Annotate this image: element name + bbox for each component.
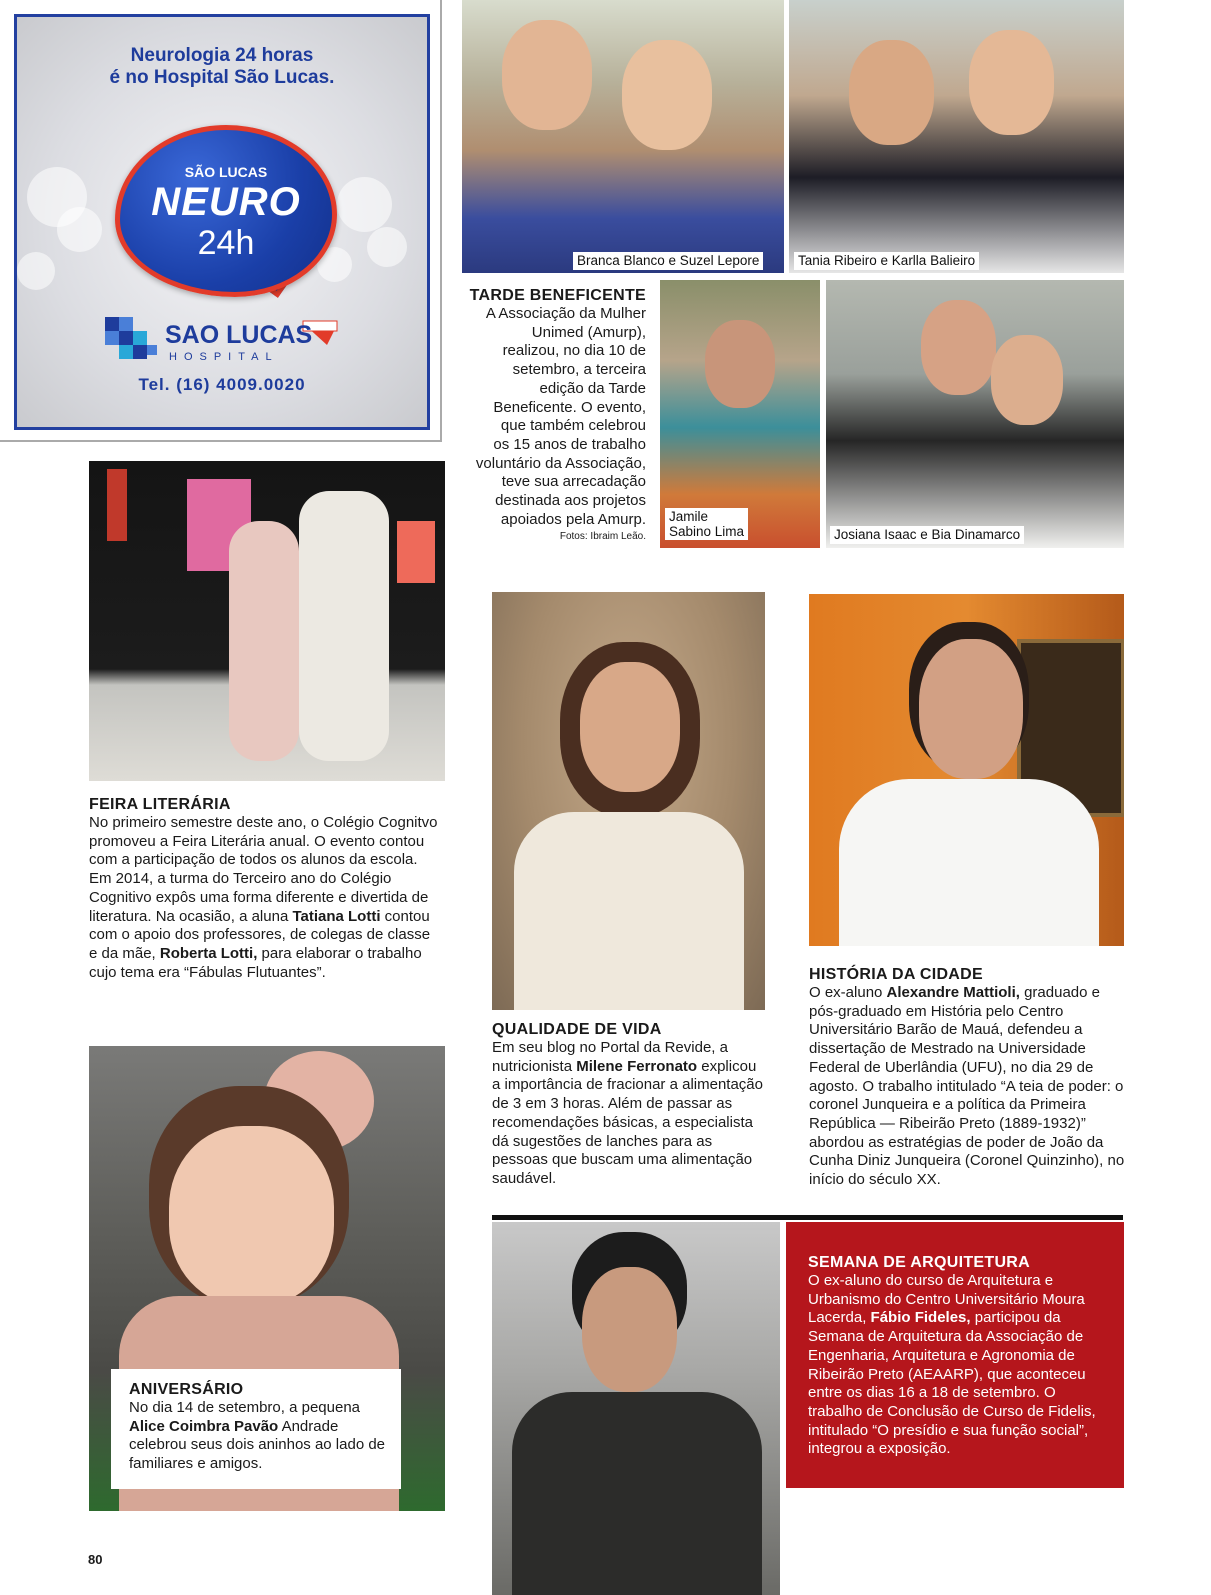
text-line: setembro, a terceira bbox=[512, 361, 646, 379]
article-title: TARDE BENEFICENTE bbox=[469, 287, 646, 304]
text-line: os 15 anos de trabalho bbox=[493, 435, 646, 453]
article-title: QUALIDADE DE VIDA bbox=[492, 1021, 662, 1038]
article-title: SEMANA DE ARQUITETURA bbox=[808, 1254, 1031, 1271]
text-line: que também celebrou bbox=[500, 417, 646, 435]
person-name: Tatiana Lotti bbox=[292, 907, 381, 925]
decor-bubble bbox=[17, 252, 55, 290]
body-text: No dia 14 de setembro, a pequena bbox=[129, 1399, 360, 1416]
section-divider bbox=[492, 1215, 1123, 1220]
article-body bbox=[808, 1272, 1108, 1459]
neuro-24h-badge bbox=[115, 125, 337, 297]
photo-branca-suzel bbox=[462, 0, 784, 273]
text-line: teve sua arrecadação bbox=[501, 473, 646, 491]
article-body bbox=[89, 814, 441, 982]
face-shape bbox=[622, 40, 712, 150]
decor-bubble bbox=[57, 207, 102, 252]
body-text: No primeiro semestre deste ano, o Colégio Cognitvo promoveu a Feira Literária anual. O evento contou com a participação de todos os alunos da escola. Em 2014, a turma do Terceiro ano do Colégio Cognitivo expôs uma forma diferente e divertida de literatura. Na ocasião, a aluna bbox=[89, 814, 438, 925]
caption-line: Sabino Lima bbox=[669, 524, 745, 539]
body-text: O ex-aluno do curso de Arquitetura e Urbanismo do Centro Universitário Moura Lacerda, bbox=[808, 1272, 1085, 1327]
text-line: Unimed (Amurp), bbox=[531, 323, 646, 341]
body-text: contou com o apoio dos professores, de colegas de classe e da mãe, bbox=[89, 907, 431, 962]
decor-panel bbox=[397, 521, 435, 583]
ad-phone: Tel. (16) 4009.0020 bbox=[138, 375, 306, 394]
photo-credit: Fotos: Ibraim Leão. bbox=[559, 531, 646, 543]
logo-name: SAO LUCAS bbox=[165, 321, 313, 349]
hospital-advertisement[interactable] bbox=[14, 14, 430, 430]
body-text: Em seu blog no Portal da Revide, a nutricionista bbox=[492, 1039, 728, 1075]
child-figure bbox=[229, 521, 299, 761]
semana-red-panel bbox=[786, 1222, 1124, 1488]
text-line: destinada aos projetos bbox=[495, 492, 646, 510]
person-name: Roberta Lotti, bbox=[159, 944, 258, 962]
article-body bbox=[129, 1399, 391, 1474]
article-feira-literaria bbox=[89, 796, 441, 982]
hospital-logo bbox=[105, 315, 345, 371]
photo-alexandre-mattioli bbox=[809, 594, 1124, 946]
decor-panel bbox=[107, 469, 127, 541]
article-historia-da-cidade bbox=[809, 966, 1131, 1190]
face-shape bbox=[849, 40, 934, 145]
decor-bubble bbox=[337, 177, 392, 232]
body-text: explicou a importância de fracionar a alimentação de 3 em 3 horas. Além de passar as recomendações básicas, a especialista dá sugestões de lanches para as pessoas que buscam uma alimentação saudável. bbox=[492, 1057, 763, 1187]
jacket-shape bbox=[512, 1392, 762, 1595]
face-shape bbox=[919, 639, 1023, 779]
article-tarde-beneficente bbox=[462, 287, 646, 542]
face-shape bbox=[582, 1267, 677, 1392]
face-shape bbox=[580, 662, 680, 792]
photo-fabio-fideles bbox=[492, 1222, 780, 1595]
photo-tania-karlla bbox=[789, 0, 1124, 273]
logo-subtitle: HOSPITAL bbox=[169, 351, 279, 363]
body-text: O ex-aluno bbox=[809, 984, 887, 1001]
text-line: apoiados pela Amurp. bbox=[500, 510, 646, 528]
text-line: voluntário da Associação, bbox=[475, 454, 646, 472]
face-shape bbox=[705, 320, 775, 408]
caption-tania-karlla: Tania Ribeiro e Karlla Balieiro bbox=[794, 252, 979, 270]
adult-figure bbox=[299, 491, 389, 761]
text-line: edição da Tarde bbox=[539, 379, 646, 397]
article-title: FEIRA LITERÁRIA bbox=[89, 796, 231, 813]
person-name: Fábio Fideles, bbox=[870, 1309, 971, 1327]
caption-branca-suzel: Branca Blanco e Suzel Lepore bbox=[573, 252, 763, 270]
face-shape bbox=[502, 20, 592, 130]
caption-line: Jamile bbox=[669, 509, 709, 524]
photo-feira-literaria bbox=[89, 461, 445, 781]
body-text: participou da Semana de Arquitetura da Associação de Engenharia, Arquitetura e Agronomia de Ribeirão Preto (AEAARP), que aconteceu entre os dias 16 a 18 de setembro. O trabalho de Conclusão de Curso de Fidelis, intitulado “O presídio e sua função social”, integrou a exposição. bbox=[808, 1309, 1096, 1458]
aniversario-text-box bbox=[111, 1369, 401, 1489]
decor-bubble bbox=[367, 227, 407, 267]
article-aniversario bbox=[129, 1381, 391, 1474]
ad-headline-line: Neurologia 24 horas bbox=[130, 45, 314, 66]
article-qualidade-de-vida bbox=[492, 1021, 767, 1189]
badge-hours: 24h bbox=[197, 224, 255, 262]
body-text: graduado e pós-graduado em História pelo Centro Universitário Barão de Mauá, defendeu a dissertação de Mestrado na Universidade Federal de Uberlândia (UFU), no dia 29 de agosto. O trabalho intitulado “A teia de poder: o coronel Junqueira e a política da Primeira República — Ribeirão Preto (1889-1932)” abordou as estratégias de poder de João da Cunha Diniz Junqueira (Coronel Quinzinho), no início do século XX. bbox=[809, 984, 1125, 1189]
text-line: A Associação da Mulher bbox=[485, 305, 646, 322]
text-line: Beneficente. O evento, bbox=[493, 398, 646, 416]
body-text: para elaborar o trabalho cujo tema era “Fábulas Flutuantes”. bbox=[89, 944, 422, 981]
face-shape bbox=[969, 30, 1054, 135]
article-semana-de-arquitetura bbox=[808, 1254, 1108, 1459]
person-name: Milene Ferronato bbox=[576, 1057, 698, 1075]
photo-milene-ferronato bbox=[492, 592, 765, 1010]
clothing-shape bbox=[514, 812, 744, 1010]
article-body bbox=[462, 305, 646, 529]
badge-brand-big: NEURO bbox=[151, 180, 301, 224]
face-shape bbox=[921, 300, 996, 395]
face-shape bbox=[991, 335, 1063, 425]
face-shape bbox=[169, 1126, 334, 1306]
article-body bbox=[809, 984, 1131, 1190]
ad-headline-line: é no Hospital São Lucas. bbox=[109, 67, 335, 88]
text-line: realizou, no dia 10 de bbox=[502, 342, 646, 360]
clothing-shape bbox=[839, 779, 1099, 946]
photo-josiana-bia bbox=[826, 280, 1124, 548]
person-name: Alexandre Mattioli, bbox=[886, 984, 1020, 1001]
caption-josiana-bia: Josiana Isaac e Bia Dinamarco bbox=[830, 526, 1024, 544]
caption-jamile bbox=[665, 508, 748, 540]
body-text: Andrade celebrou seus dois aninhos ao lado de familiares e amigos. bbox=[129, 1417, 386, 1473]
article-title: ANIVERSÁRIO bbox=[129, 1381, 244, 1398]
badge-brand-small: SÃO LUCAS bbox=[184, 164, 268, 180]
article-title: HISTÓRIA DA CIDADE bbox=[809, 966, 983, 983]
ad-headline bbox=[17, 45, 427, 89]
article-body bbox=[492, 1039, 767, 1189]
person-name: Alice Coimbra Pavão bbox=[129, 1417, 279, 1435]
page-number: 80 bbox=[88, 1552, 103, 1567]
